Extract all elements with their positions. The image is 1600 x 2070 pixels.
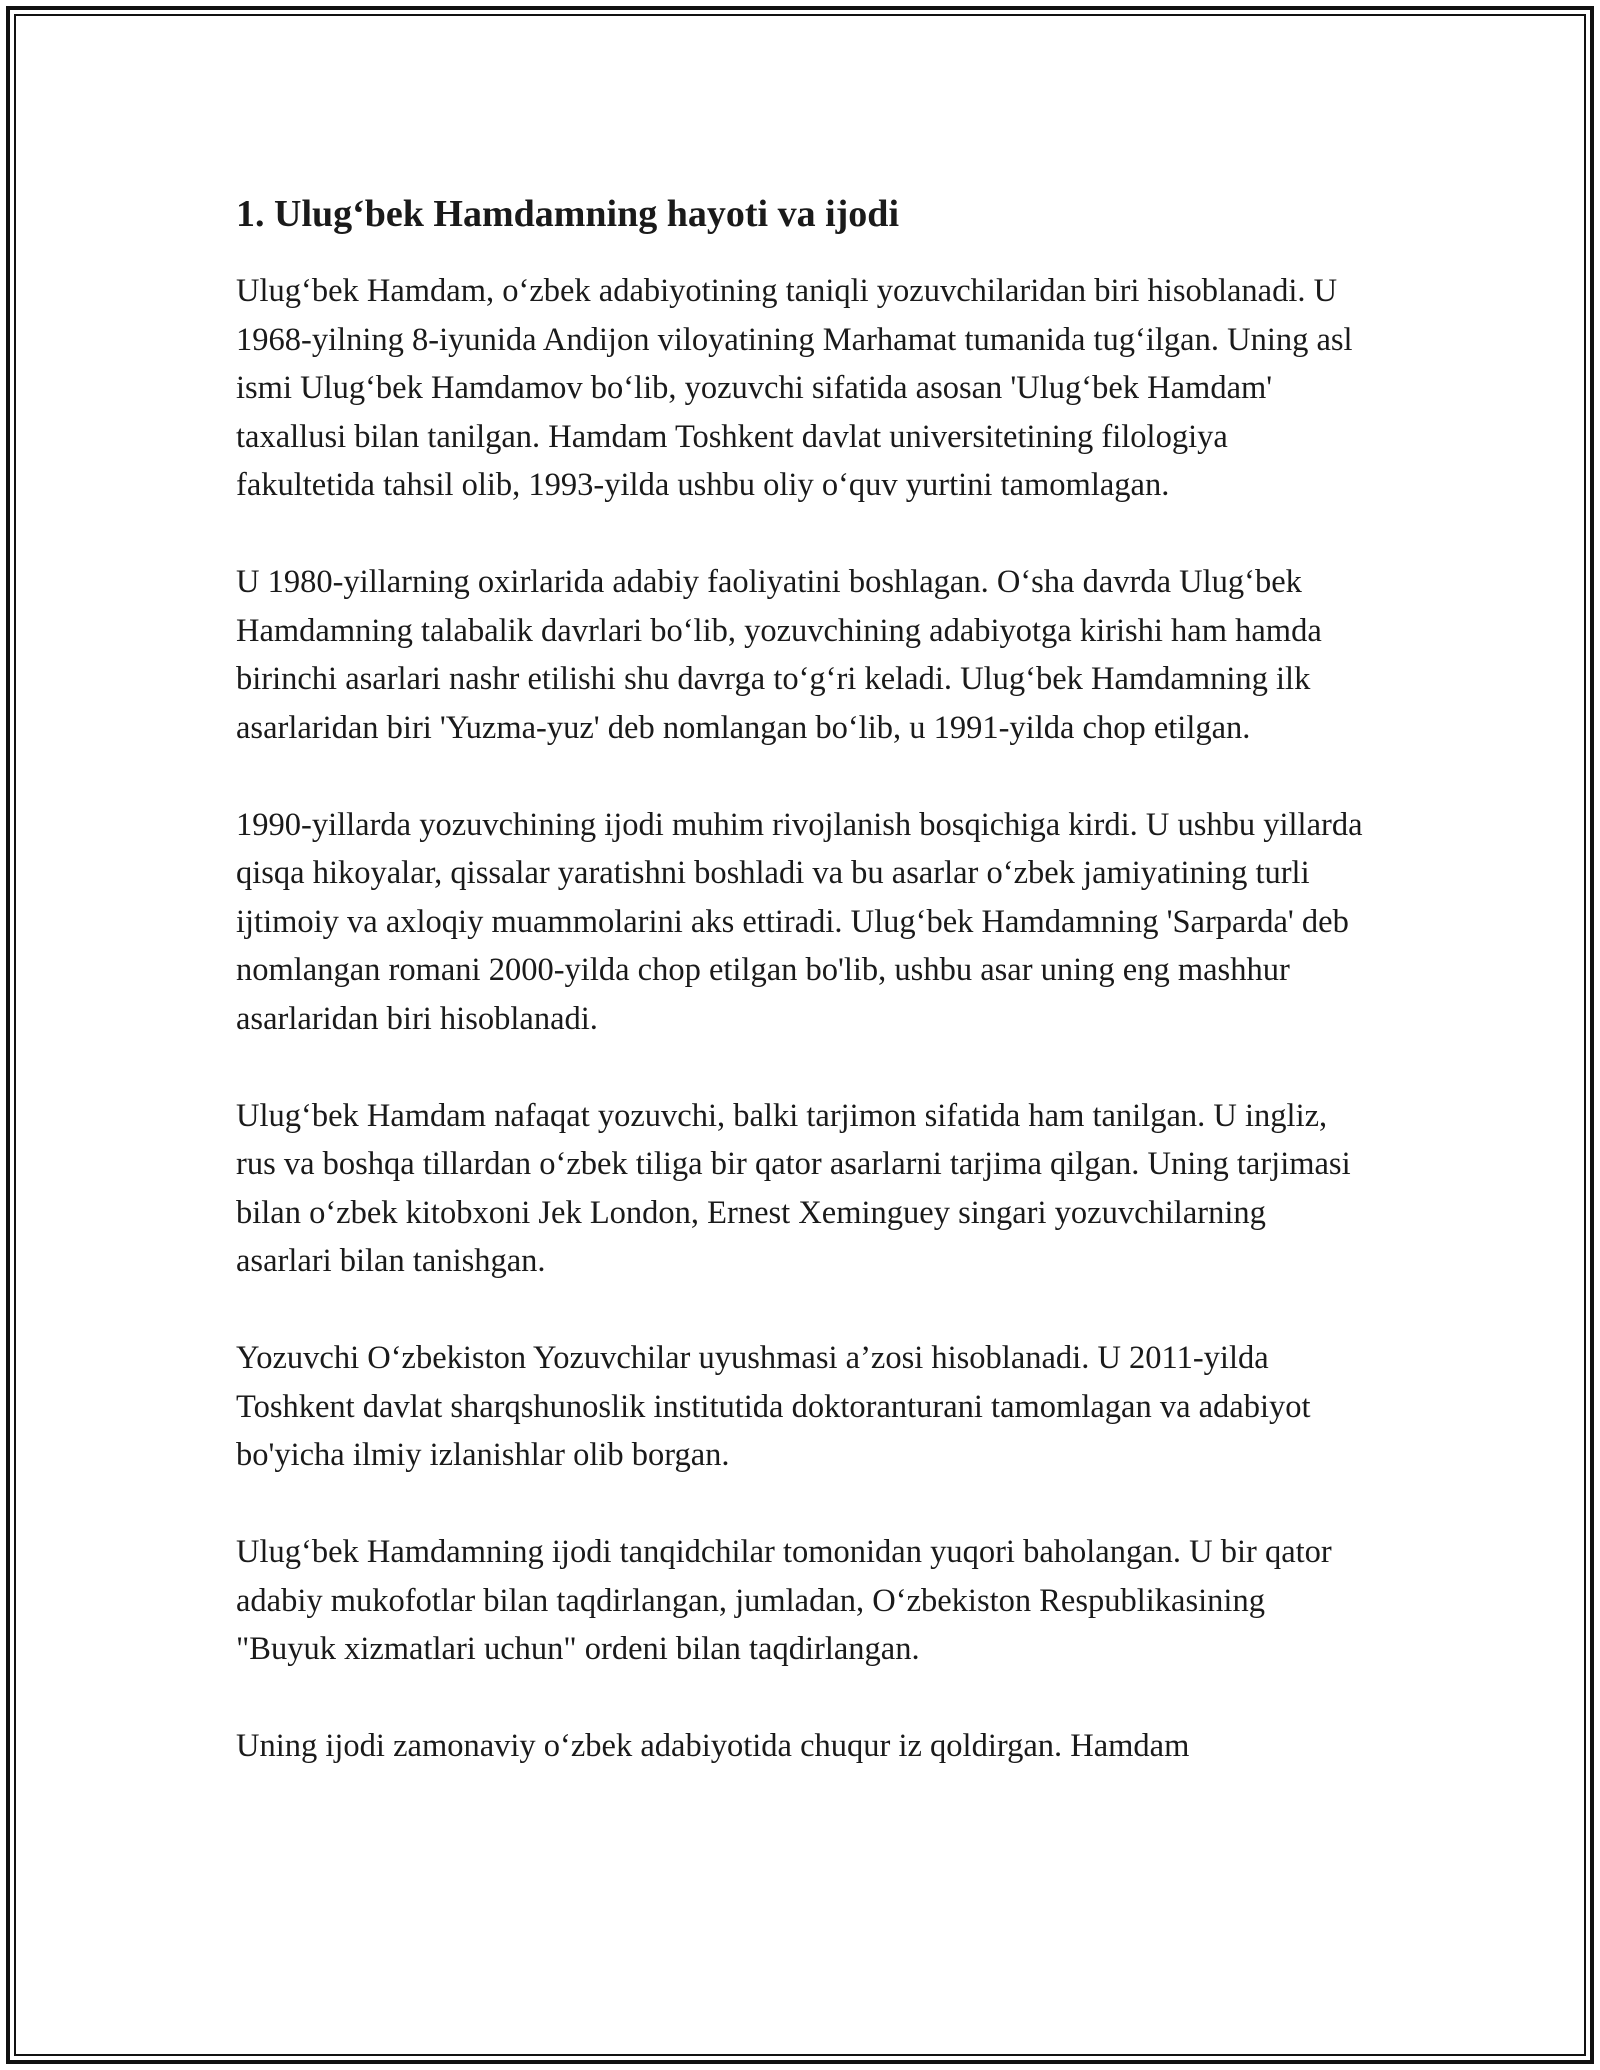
document-body [236, 180, 1366, 1819]
paragraph-awards: Ulug‘bek Hamdamning ijodi tanqidchilar tomonidan yuqori baholangan. U bir qator adabiy mukofotlar bilan taqdirlangan, jumladan, O‘zbekiston Respublikasining "Buyuk xizmatlari uchun" ordeni bilan taqdirlangan. [236, 1534, 1332, 1668]
paragraph-membership: Yozuvchi O‘zbekiston Yozuvchilar uyushmasi a’zosi hisoblanadi. U 2011-yilda Toshkent davlat sharqshunoslik institutida doktoranturani tamomlagan va adabiyot bo'yicha ilmiy izlanishlar olib borgan. [236, 1340, 1311, 1474]
document-heading: 1. Ulug‘bek Hamdamning hayoti va ijodi [236, 193, 899, 235]
paragraph-legacy: Uning ijodi zamonaviy o‘zbek adabiyotida chuqur iz qoldirgan. Hamdam [236, 1728, 1190, 1765]
paragraph-biography: Ulug‘bek Hamdam, o‘zbek adabiyotining taniqli yozuvchilaridan biri hisoblanadi. U 1968-yilning 8-iyunida Andijon viloyatining Marhamat tumanida tug‘ilgan. Uning asl ismi Ulug‘bek Hamdamov bo‘lib, yozuvchi sifatida asosan 'Ulug‘bek Hamdam' taxallusi bilan tanilgan. Hamdam Toshkent davlat universitetining filologiya fakultetida tahsil olib, 1993-yilda ushbu oliy o‘quv yurtini tamomlagan. [236, 273, 1353, 504]
paragraph-early-career: U 1980-yillarning oxirlarida adabiy faoliyatini boshlagan. O‘sha davrda Ulug‘bek Hamdamning talabalik davrlari bo‘lib, yozuvchining adabiyotga kirishi ham hamda birinchi asarlari nashr etilishi shu davrga to‘g‘ri keladi. Ulug‘bek Hamdamning ilk asarlaridan biri 'Yuzma-yuz' deb nomlangan bo‘lib, u 1991-yilda chop etilgan. [236, 564, 1322, 746]
paragraph-translation: Ulug‘bek Hamdam nafaqat yozuvchi, balki tarjimon sifatida ham tanilgan. U ingliz, rus va boshqa tillardan o‘zbek tiliga bir qator asarlarni tarjima qilgan. Uning tarjimasi bilan o‘zbek kitobxoni Jek London, Ernest Xeminguey singari yozuvchilarning asarlari bilan tanishgan. [236, 1097, 1351, 1280]
paragraph-1990s-works: 1990-yillarda yozuvchining ijodi muhim rivojlanish bosqichiga kirdi. U ushbu yillarda qisqa hikoyalar, qissalar yaratishni boshladi va bu asarlar o‘zbek jamiyatining turli ijtimoiy va axloqiy muammolarini aks ettiradi. Ulug‘bek Hamdamning 'Sarparda' deb nomlangan romani 2000-yilda chop etilgan bo'lib, ushbu asar uning eng mashhur asarlaridan biri hisoblanadi. [236, 806, 1363, 1037]
